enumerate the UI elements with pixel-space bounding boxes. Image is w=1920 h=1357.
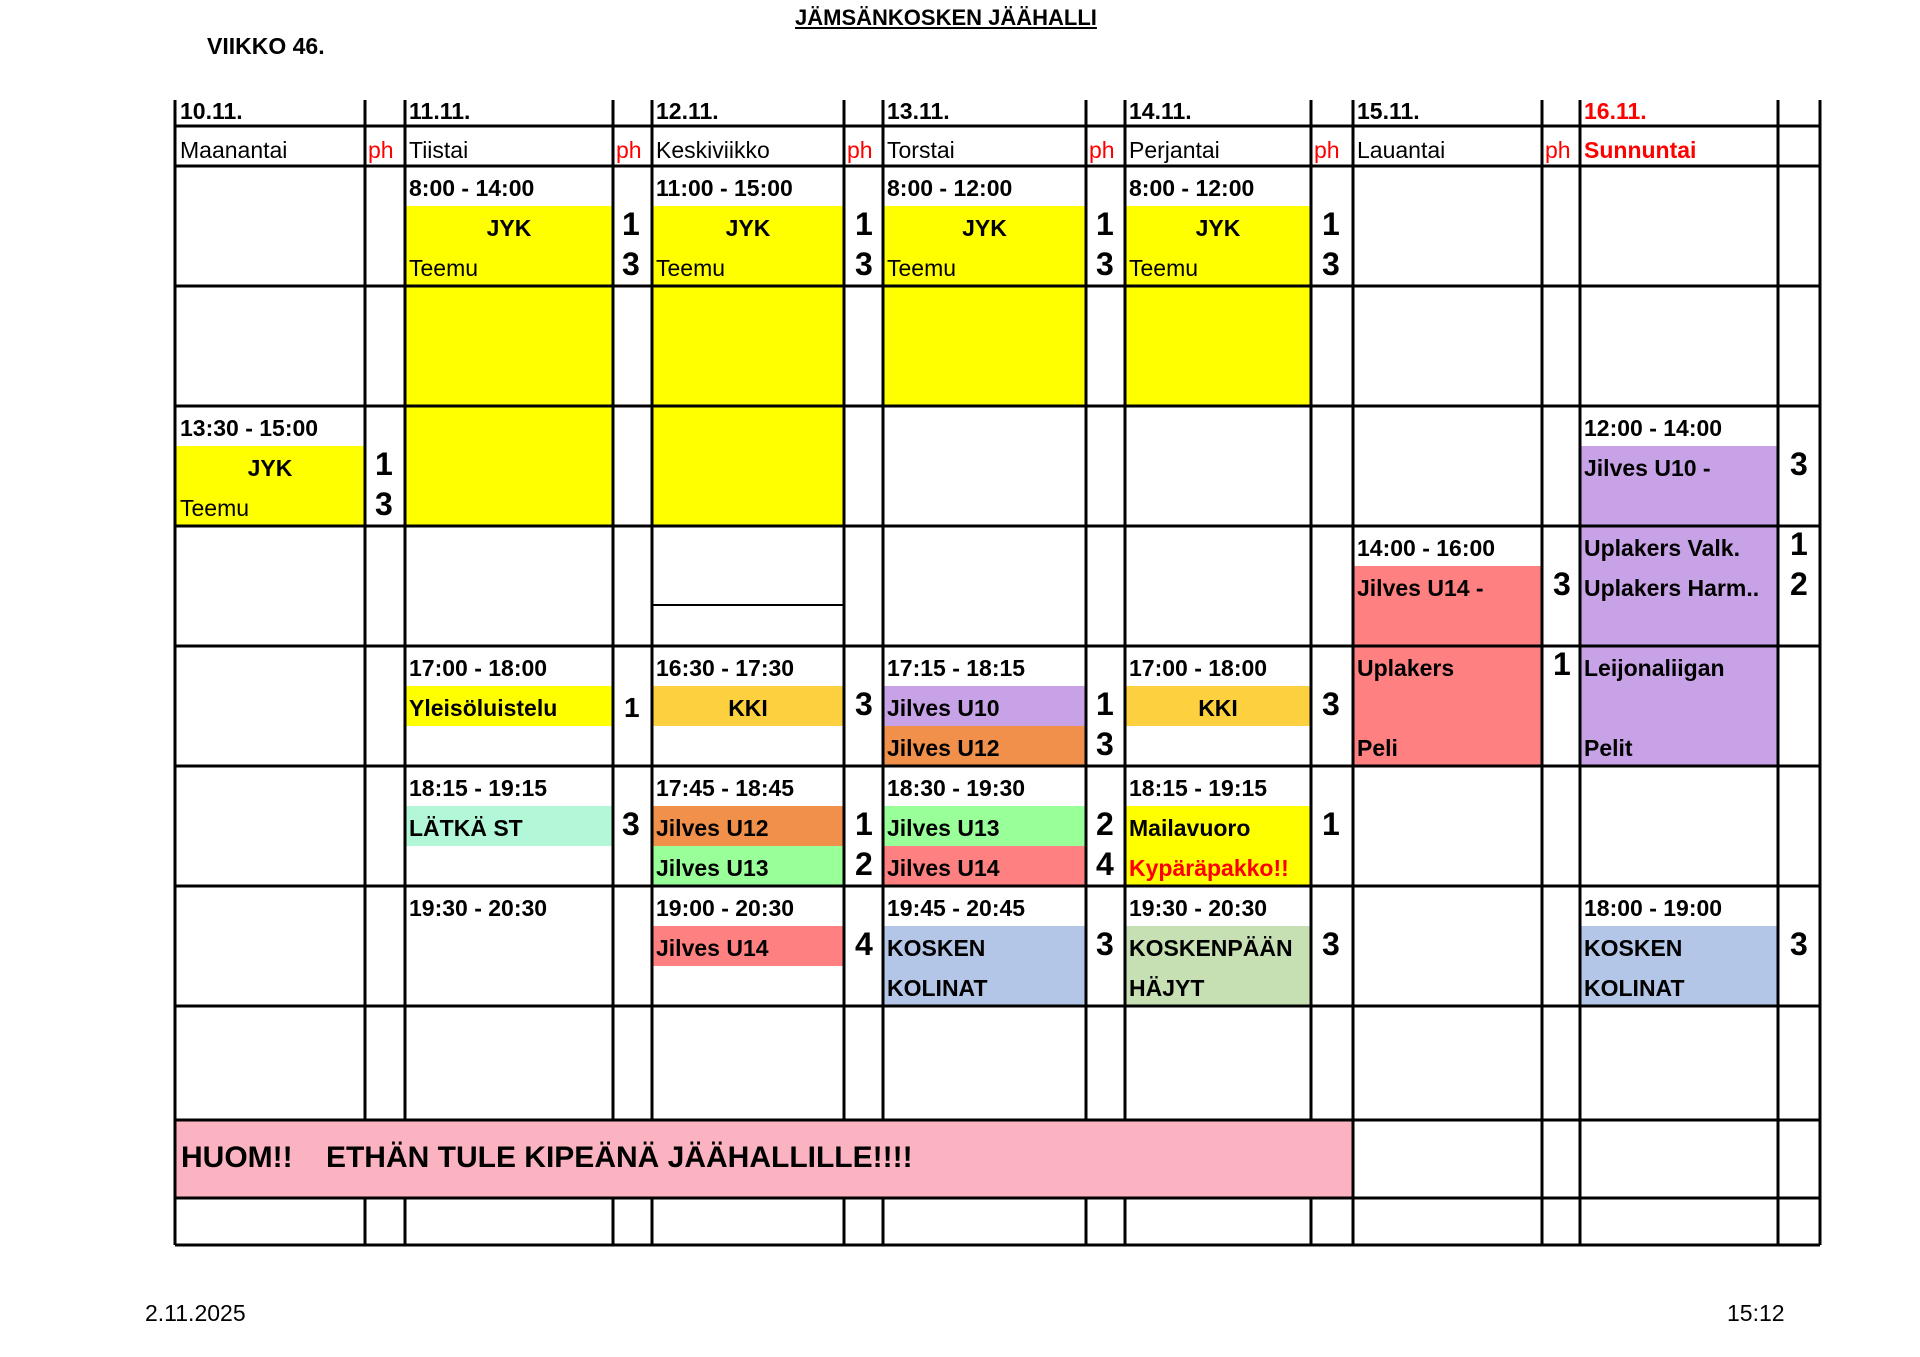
day-name-wed: Keskiviikko — [656, 137, 770, 163]
slot-time: 19:30 - 20:30 — [1129, 895, 1268, 921]
slot-warning: Kypäräpakko!! — [1129, 855, 1289, 881]
slot-name: Uplakers — [1357, 655, 1455, 681]
footer-time: 15:12 — [1727, 1300, 1785, 1326]
ph-header-wed: ph — [847, 137, 873, 163]
slot-name: Uplakers Harm.. — [1584, 575, 1760, 601]
slot-name: JYK — [486, 215, 532, 241]
slot-time: 13:30 - 15:00 — [180, 415, 319, 441]
slot-name: KOSKEN — [887, 935, 986, 961]
slot-ph: 1 — [1096, 206, 1114, 242]
day-name-tue: Tiistai — [409, 137, 469, 163]
slot-time: 8:00 - 14:00 — [409, 175, 535, 201]
slot-ph: 3 — [855, 686, 873, 722]
slot-name: JYK — [962, 215, 1007, 241]
ph-header-sat: ph — [1545, 137, 1571, 163]
slot-ph: 1 — [1322, 806, 1340, 842]
notice-text: HUOM!! ETHÄN TULE KIPEÄNÄ JÄÄHALLILLE!!!! — [181, 1141, 913, 1174]
slot-time: 18:30 - 19:30 — [887, 775, 1026, 801]
slot-name: Uplakers Valk. — [1584, 535, 1740, 561]
slot-ph: 3 — [1322, 686, 1340, 722]
slot-name: HÄJYT — [1129, 975, 1205, 1001]
page-title: JÄMSÄNKOSKEN JÄÄHALLI — [795, 5, 1097, 30]
slot-person: Teemu — [656, 255, 726, 281]
slot-name: JYK — [725, 215, 771, 241]
slot-name: Jilves U10 — [887, 695, 1000, 721]
slot-name: Yleisöluistelu — [409, 695, 558, 721]
slot-time: 19:30 - 20:30 — [409, 895, 548, 921]
slot-time: 17:45 - 18:45 — [656, 775, 795, 801]
slot-ph: 1 — [855, 206, 873, 242]
day-date-thu: 13.11. — [887, 98, 950, 124]
slot-ph: 4 — [855, 926, 873, 962]
ph-header-tue: ph — [616, 137, 642, 163]
slot-name: KOLINAT — [887, 975, 988, 1001]
ph-header-thu: ph — [1089, 137, 1115, 163]
day-name-sun: Sunnuntai — [1584, 137, 1697, 163]
slot-name: KOSKEN — [1584, 935, 1683, 961]
slot-person: Teemu — [180, 495, 250, 521]
slot-ph: 3 — [375, 486, 393, 522]
slot-name: Jilves U13 — [887, 815, 1000, 841]
slot-name: Jilves U14 - — [1357, 575, 1484, 601]
day-date-tue: 11.11. — [409, 98, 471, 124]
slot-ph: 1 — [1790, 526, 1808, 562]
slot-time: 14:00 - 16:00 — [1357, 535, 1496, 561]
day-name-mon: Maanantai — [180, 137, 288, 163]
slot-name: LÄTKÄ ST — [409, 815, 523, 841]
slot-name: Jilves U10 - — [1584, 455, 1711, 481]
slot-ph: 3 — [1553, 566, 1571, 602]
slot-time: 8:00 - 12:00 — [1129, 175, 1255, 201]
slot-ph: 3 — [1790, 926, 1808, 962]
slot-name: KKI — [728, 695, 768, 721]
day-date-fri: 14.11. — [1129, 98, 1192, 124]
slot-name: KOSKENPÄÄN — [1129, 935, 1293, 961]
slot-ph: 3 — [1322, 246, 1340, 282]
slot-time: 17:00 - 18:00 — [409, 655, 548, 681]
slot-time: 18:15 - 19:15 — [1129, 775, 1268, 801]
slot-ph: 2 — [855, 846, 873, 882]
slot-person: Teemu — [409, 255, 479, 281]
slot-name: KOLINAT — [1584, 975, 1685, 1001]
slot-person: Teemu — [887, 255, 957, 281]
ph-header-mon: ph — [368, 137, 394, 163]
footer-date: 2.11.2025 — [145, 1300, 246, 1326]
slot-name: Mailavuoro — [1129, 815, 1251, 841]
slot-time: 12:00 - 14:00 — [1584, 415, 1723, 441]
slot-ph: 1 — [622, 206, 640, 242]
slot-time: 18:15 - 19:15 — [409, 775, 548, 801]
week-label: VIIKKO 46. — [207, 33, 325, 59]
day-name-thu: Torstai — [887, 137, 955, 163]
slot-name: Jilves U13 — [656, 855, 769, 881]
slot-time: 19:45 - 20:45 — [887, 895, 1026, 921]
slot-ph: 3 — [1096, 246, 1114, 282]
slot-time: 17:15 - 18:15 — [887, 655, 1026, 681]
slot-time: 18:00 - 19:00 — [1584, 895, 1723, 921]
slot-ph: 3 — [622, 246, 640, 282]
slot-ph: 2 — [1790, 566, 1808, 602]
slot-name: Jilves U14 — [887, 855, 1000, 881]
slot-time: 17:00 - 18:00 — [1129, 655, 1268, 681]
slot-name: Pelit — [1584, 735, 1633, 761]
slot-time: 8:00 - 12:00 — [887, 175, 1013, 201]
slot-time: 11:00 - 15:00 — [656, 175, 793, 201]
day-date-sun: 16.11. — [1584, 98, 1647, 124]
day-date-mon: 10.11. — [180, 98, 243, 124]
slot-name: Leijonaliigan — [1584, 655, 1725, 681]
slot-ph: 3 — [1790, 446, 1808, 482]
slot-ph: 3 — [622, 806, 640, 842]
slot-name: KKI — [1198, 695, 1238, 721]
slot-ph: 3 — [855, 246, 873, 282]
ph-header-fri: ph — [1314, 137, 1340, 163]
slot-person: Teemu — [1129, 255, 1199, 281]
day-date-sat: 15.11. — [1357, 98, 1420, 124]
slot-ph: 1 — [375, 446, 393, 482]
slot-ph: 2 — [1096, 806, 1114, 842]
slot-time: 16:30 - 17:30 — [656, 655, 795, 681]
slot-ph: 3 — [1096, 726, 1114, 762]
slot-name: Peli — [1357, 735, 1398, 761]
slot-ph: 3 — [1096, 926, 1114, 962]
slot-name: JYK — [247, 455, 293, 481]
slot-ph: 1 — [624, 692, 640, 723]
slot-ph: 3 — [1322, 926, 1340, 962]
slot-name: JYK — [1195, 215, 1241, 241]
slot-ph: 1 — [1322, 206, 1340, 242]
slot-ph: 1 — [1553, 646, 1571, 682]
slot-name: Jilves U12 — [656, 815, 769, 841]
slot-name: Jilves U12 — [887, 735, 1000, 761]
slot-ph: 1 — [855, 806, 873, 842]
day-name-sat: Lauantai — [1357, 137, 1446, 163]
slot-ph: 4 — [1096, 846, 1114, 882]
slot-name: Jilves U14 — [656, 935, 769, 961]
slot-time: 19:00 - 20:30 — [656, 895, 795, 921]
day-name-fri: Perjantai — [1129, 137, 1220, 163]
slot-ph: 1 — [1096, 686, 1114, 722]
day-date-wed: 12.11. — [656, 98, 719, 124]
